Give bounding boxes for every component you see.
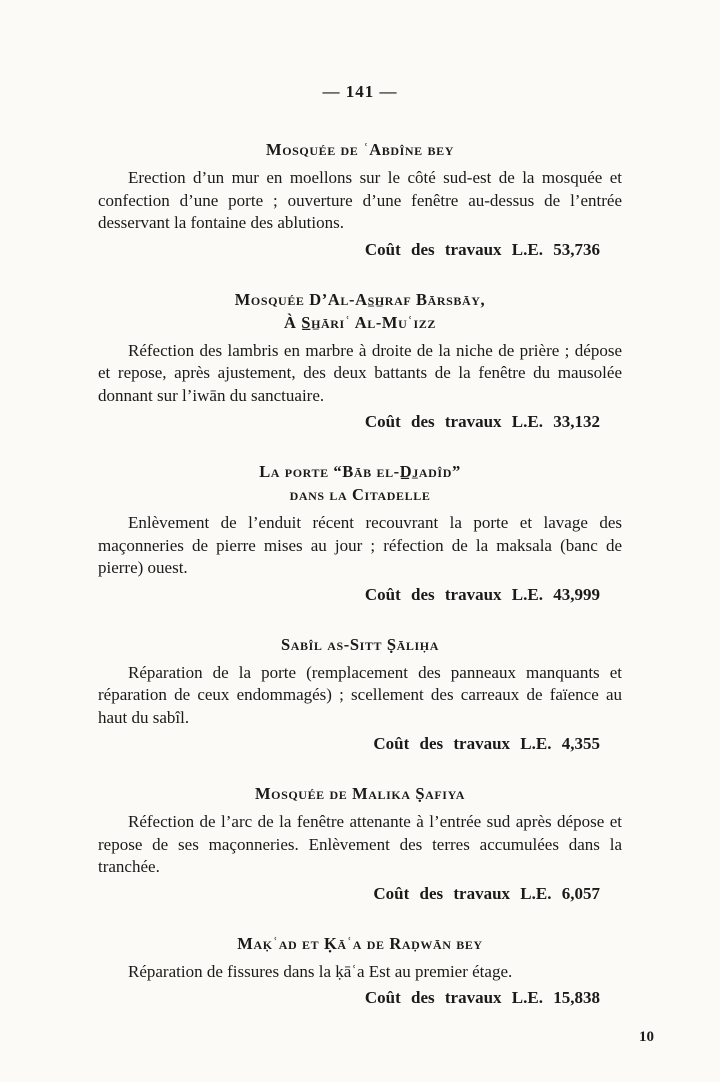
section	[98, 782, 622, 905]
section-cost: Coût des travaux L.E. 43,999	[364, 584, 600, 604]
page-signature: 10	[639, 1029, 654, 1045]
section-cost: Coût des travaux L.E. 4,355	[373, 734, 600, 753]
section	[98, 288, 622, 434]
section	[98, 138, 622, 261]
section-body: Réparation de fissures dans la ḳāʿa Est au premier étage.	[128, 961, 513, 981]
section	[98, 460, 622, 606]
section-cost: Coût des travaux L.E. 33,132	[364, 412, 600, 431]
section-heading	[98, 460, 622, 506]
section-body: Réfection de l’arc de la fenêtre attenante à l’entrée sud après dépose et repose de ses maçonneries. Enlèvement des terres accumulées dans la tranchée.	[98, 812, 622, 876]
section-body: Réparation de la porte (remplacement des panneaux manquants et réparation de ceux endommagés) ; scellement des carreaux de faïence au haut du sabîl.	[98, 662, 622, 727]
section-heading-line: À S̲h̲āriʿ Al-Muʿizz	[284, 312, 436, 332]
section-heading	[98, 932, 622, 955]
section-body: Erection d’un mur en moellons sur le côté sud-est de la mosquée et confection d’une porte ; ouverture d’une fenêtre au-dessus de l’entrée desservant la fontaine des ablutions.	[98, 168, 622, 232]
section-heading-line: dans la Citadelle	[289, 485, 431, 504]
section-cost: Coût des travaux L.E. 6,057	[373, 883, 600, 903]
section-body: Enlèvement de l’enduit récent recouvrant la porte et lavage des maçonneries de pierre mises au jour ; réfection de la maksala (banc de pierre) ouest.	[98, 513, 622, 577]
section-heading	[98, 633, 622, 656]
sections	[98, 138, 622, 1009]
section-heading-line: Sabîl as-Sitt Ṣāliḥa	[281, 634, 439, 654]
section-heading-line: La porte “Bāb el-D̲j̲adîd”	[259, 462, 461, 481]
section-heading	[98, 138, 622, 161]
section-heading-line: Mosquée D’Al-As̲h̲raf Bārsbāy,	[234, 289, 486, 309]
section-heading	[98, 288, 622, 334]
section-heading	[98, 782, 622, 805]
section-cost: Coût des travaux L.E. 15,838	[364, 988, 600, 1007]
section	[98, 932, 622, 1010]
section-body: Réfection des lambris en marbre à droite de la niche de prière ; dépose et repose, après ajustement, des deux battants de la fenêtre du mausolée donnant sur l’iwān du sanctuaire.	[98, 340, 622, 405]
section	[98, 633, 622, 756]
section-heading-line: Mosquée de ʿAbdîne bey	[266, 140, 454, 159]
section-heading-line: Mosquée de Malika Ṣafiya	[254, 784, 466, 803]
section-heading-line: Maḳʿad et Ḳāʿa de Raḍwān bey	[237, 933, 483, 953]
book-page	[98, 0, 622, 1009]
section-cost: Coût des travaux L.E. 53,736	[364, 239, 600, 259]
page-number: — 141 —	[322, 82, 398, 101]
